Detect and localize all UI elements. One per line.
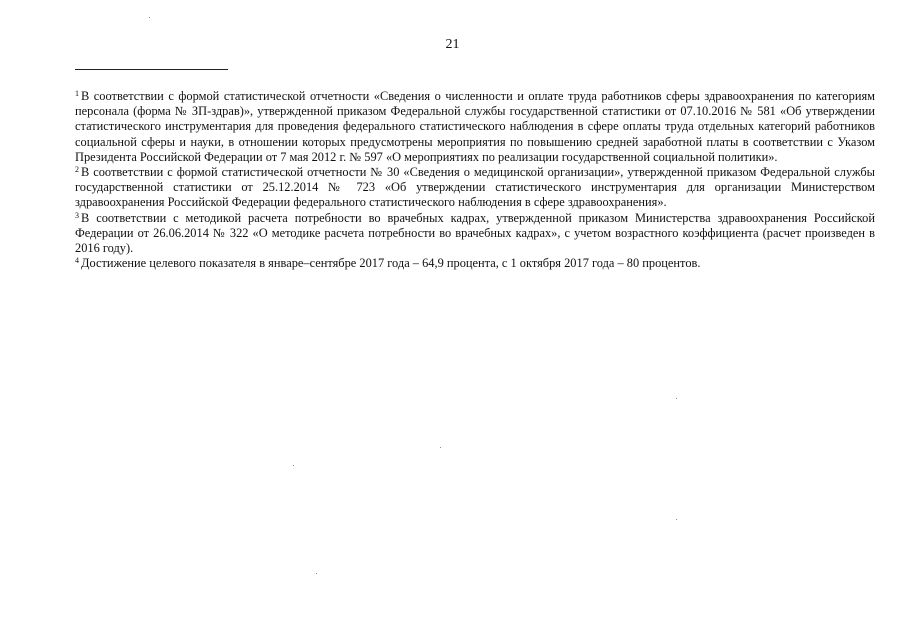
scan-speck (293, 465, 294, 466)
footnote-1 (75, 89, 875, 165)
footnote-separator (75, 69, 228, 70)
footnote-mark: 4 (75, 256, 79, 266)
footnote-mark: 1 (75, 89, 79, 98)
footnote-text: В соответствии с формой статистической отчетности «Сведения о численности и оплате труда работников сферы здравоохранения по категориям персонала (форма № ЗП-здрав)», утвержденной приказом Федеральной службы государственной статистики от 07.10.2016 № 581 «Об утверждении статистического инструментария для проведения федерального статистического наблюдения в сфере оплаты труда отдельных категорий работников социальной сферы и науки, в отношении которых предусмотрены мероприятия по повышению средней заработной платы в соответствии с Указом Президента Российской Федерации от 7 мая 2012 г. № 597 «О мероприятиях по реализации государственной социальной политики». (75, 89, 875, 164)
scan-speck (149, 17, 150, 18)
scan-speck (440, 447, 441, 448)
footnotes-section (75, 89, 875, 271)
scan-speck (316, 573, 317, 574)
footnote-text: Достижение целевого показателя в январе–сентябре 2017 года – 64,9 процента, с 1 октября 2017 года – 80 процентов. (81, 256, 701, 271)
page-number: 21 (445, 37, 460, 52)
footnote-text: В соответствии с формой статистической отчетности № 30 «Сведения о медицинской организации», утвержденной приказом Федеральной службы государственной статистики от 25.12.2014 № 723 «Об утверждении статистического инструментария для организации Министерством здравоохранения Российской Федерации федерального статистического наблюдения в сфере здравоохранения». (75, 165, 875, 210)
footnote-4 (75, 256, 875, 271)
scan-speck (676, 398, 677, 399)
footnote-mark: 3 (75, 210, 79, 220)
footnote-mark: 2 (75, 165, 79, 175)
footnote-3 (75, 211, 875, 257)
scan-speck (676, 519, 677, 520)
footnote-2 (75, 165, 875, 211)
footnote-text: В соответствии с методикой расчета потребности во врачебных кадрах, утвержденной приказом Министерства здравоохранения Российской Федерации от 26.06.2014 № 322 «О методике расчета потребности во врачебных кадрах», с учетом возрастного коэффициента (расчет произведен в 2016 году). (75, 210, 875, 256)
